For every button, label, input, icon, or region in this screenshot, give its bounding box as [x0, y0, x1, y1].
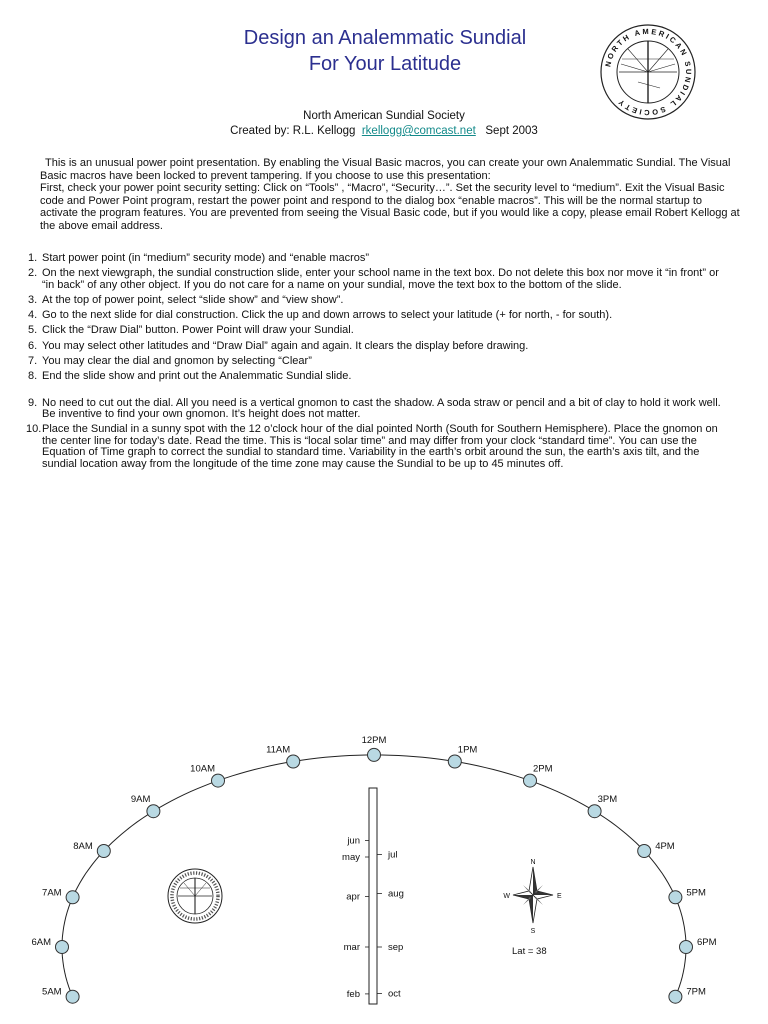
- list-item: [28, 398, 728, 421]
- list-item: [28, 356, 728, 368]
- hour-marker: [669, 891, 682, 904]
- step-number: 8.: [28, 369, 38, 382]
- month-label: jun: [347, 835, 360, 847]
- step-number: 4.: [28, 309, 38, 322]
- intro-paragraph-2: First, check your power point security setting: Click on “Tools” , “Macro”, “Security…”. Set the security level to “medium”. Exit the Visual Basic code and Power Point program, restart the power point and respond to the dialog box “enable macros”. This will be the normal startup to activate the program features. You are prevented from seeing the Visual Basic code, but if you would like a copy, please email Robert Kellogg at the above email address.: [40, 182, 740, 232]
- hour-label: 10AM: [190, 763, 215, 775]
- hour-label: 3PM: [597, 794, 618, 806]
- hour-marker: [212, 774, 225, 787]
- month-label: apr: [346, 891, 360, 903]
- month-label: sep: [388, 942, 404, 953]
- step-text: On the next viewgraph, the sundial construction slide, enter your school name in the text box. Do not delete this box nor move it “in front” or “in back” of any other object. If you do not care for a name on your sundial, move the text box to the bottom of the slide.: [42, 267, 719, 291]
- hour-marker: [97, 845, 110, 858]
- credits-line: [0, 125, 768, 137]
- hour-label: 5AM: [42, 986, 62, 998]
- hour-marker: [669, 990, 682, 1003]
- sundial-society-logo: [598, 22, 698, 122]
- month-label: oct: [388, 988, 401, 1000]
- month-label: mar: [343, 942, 360, 953]
- list-item: [28, 253, 728, 265]
- created-by: Created by: R.L. Kellogg: [230, 125, 356, 137]
- list-item: [28, 325, 728, 337]
- hour-label: 1PM: [457, 744, 478, 756]
- hour-marker: [287, 755, 300, 768]
- step-number: 9.: [28, 396, 38, 409]
- step-text: Click the “Draw Dial” button. Power Point will draw your Sundial.: [42, 324, 354, 337]
- compass-east: E: [557, 893, 562, 900]
- email-link[interactable]: rkellogg@comcast.net: [361, 125, 476, 137]
- hour-label: 12PM: [361, 734, 387, 746]
- step-text: You may clear the dial and gnomon by selecting “Clear”: [42, 354, 312, 367]
- hour-marker: [56, 941, 69, 954]
- month-label: jul: [388, 849, 398, 861]
- list-item: [28, 424, 728, 470]
- hour-label: 7AM: [42, 887, 62, 899]
- title-line-2: For Your Latitude: [308, 53, 462, 75]
- intro-text: [40, 157, 740, 232]
- hour-label: 11AM: [266, 744, 291, 756]
- instruction-list: [28, 253, 728, 471]
- list-item: [28, 268, 728, 291]
- hour-marker: [368, 748, 381, 761]
- hour-marker: [66, 990, 79, 1003]
- hour-label: 6AM: [31, 937, 51, 948]
- compass-west: W: [503, 893, 510, 900]
- hour-marker: [147, 805, 160, 818]
- step-number: 5.: [28, 324, 38, 337]
- intro-paragraph-1: This is an unusual power point presentation. By enabling the Visual Basic macros, you can create your own Analemmatic Sundial. The Visual Basic macros have been locked to prevent tampering. If you choose to use this presentation:: [40, 157, 731, 182]
- page-title: [150, 25, 620, 77]
- hour-marker: [638, 845, 651, 858]
- date-scale-bar: [369, 788, 377, 1004]
- list-item: [28, 310, 728, 322]
- month-label: aug: [388, 888, 404, 900]
- step-text: No need to cut out the dial. All you need is a vertical gnomon to cast the shadow. A soda straw or pencil and a bit of clay to hold it work well. Be inventive to find your own gnomon. It’s height does not matter.: [42, 396, 721, 421]
- hour-label: 2PM: [533, 763, 553, 775]
- created-date: Sept 2003: [485, 125, 538, 137]
- step-text: End the slide show and print out the Analemmatic Sundial slide.: [42, 369, 352, 382]
- hour-label: 9AM: [130, 794, 151, 806]
- step-text: Start power point (in “medium” security mode) and “enable macros”: [42, 252, 370, 264]
- logo-ring-text: NORTH AMERICAN SUNDIAL SOCIETY: [603, 26, 694, 118]
- step-text: At the top of power point, select “slide show” and “view show”.: [42, 293, 344, 306]
- step-number: 3.: [28, 293, 38, 306]
- step-text: Place the Sundial in a sunny spot with the 12 o’clock hour of the dial pointed North (South for Southern Hemisphere). Place the gnomon on the center line for today’s date. Read the time. This is “local solar time” and may differ from your clock “standard time”. You can use the Equation of Time graph to correct the sundial to standard time. Variability in the earth’s orbit around the sun, the earth’s axis tilt, and the sundial location away from the longitude of the time zone may cause the Sundial to be up to 45 minutes off.: [42, 423, 718, 471]
- month-label: may: [342, 852, 360, 863]
- hour-label: 6PM: [697, 937, 717, 948]
- list-item: [28, 295, 728, 307]
- hour-label: 8AM: [73, 841, 93, 852]
- hour-marker: [66, 891, 79, 904]
- hour-label: 7PM: [686, 986, 706, 998]
- hour-label: 5PM: [686, 887, 706, 899]
- date-scale: [342, 788, 404, 1024]
- step-text: You may select other latitudes and “Draw Dial” again and again. It clears the display before drawing.: [42, 339, 529, 352]
- compass-north: N: [530, 859, 536, 866]
- compass-south: S: [530, 928, 536, 935]
- step-number: 7.: [28, 354, 38, 367]
- hour-marker: [524, 774, 537, 787]
- hour-label: 4PM: [655, 841, 675, 852]
- society-name: North American Sundial Society: [303, 110, 465, 122]
- step-text: Go to the next slide for dial construction. Click the up and down arrows to select your latitude (+ for north, - for south).: [42, 309, 613, 322]
- hour-marker: [588, 805, 601, 818]
- list-item: [28, 371, 728, 383]
- dial-ellipse: [62, 755, 686, 997]
- month-label: feb: [346, 988, 360, 1000]
- hour-marker: [680, 941, 693, 954]
- title-line-1: Design an Analemmatic Sundial: [243, 27, 527, 49]
- small-society-logo: [168, 869, 222, 923]
- latitude-label: Lat = 38: [512, 946, 547, 957]
- hour-markers: [31, 735, 716, 1003]
- dial-arc: [62, 755, 686, 997]
- step-number: 10.: [26, 423, 42, 436]
- analemmatic-dial: [0, 660, 768, 1024]
- step-number: 6.: [28, 339, 38, 352]
- step-number: 2.: [28, 267, 38, 280]
- compass-rose-icon: [503, 859, 562, 935]
- step-number: 1.: [28, 252, 38, 264]
- hour-marker: [448, 755, 461, 768]
- list-item: [28, 341, 728, 353]
